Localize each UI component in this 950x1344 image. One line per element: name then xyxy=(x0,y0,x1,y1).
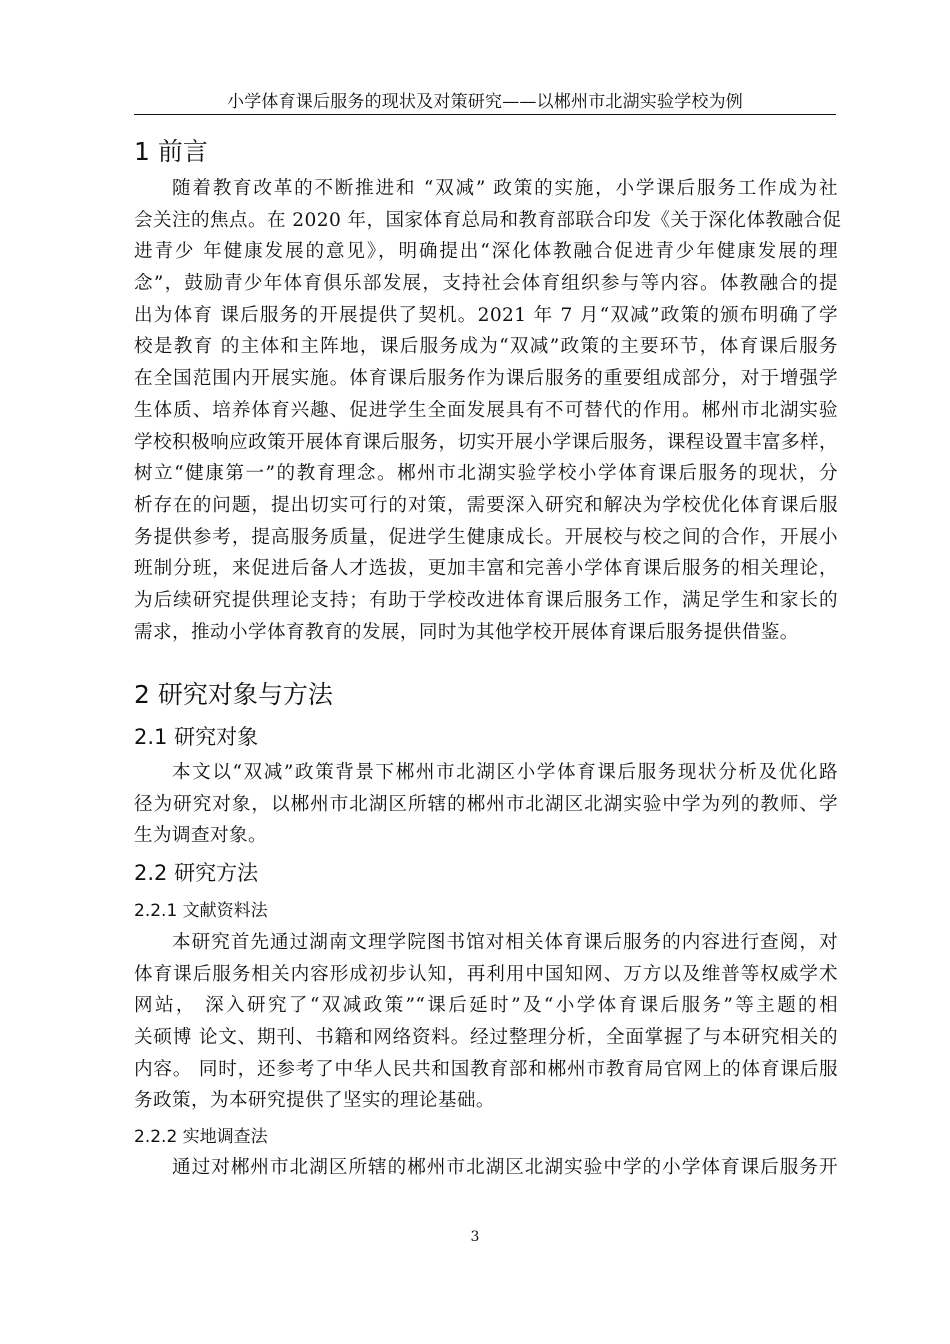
text-line: 学校积极响应政策开展体育课后服务，切实开展小学课后服务，课程设置丰富多样， xyxy=(134,431,838,453)
text-line: 径为研究对象，以郴州市北湖区所辖的郴州市北湖区北湖实验中学为列的教师、学 xyxy=(134,793,838,815)
text-line: 务提供参考，提高服务质量，促进学生健康成长。开展校与校之间的合作，开展小 xyxy=(134,526,838,548)
paragraph-introduction xyxy=(134,173,842,648)
text-line: 为后续研究提供理论支持；有助于学校改进体育课后服务工作，满足学生和家长的 xyxy=(134,589,838,611)
running-header: 小学体育课后服务的现状及对策研究——以郴州市北湖实验学校为例 xyxy=(227,92,743,112)
text-line: 生为调查对象。 xyxy=(134,825,267,847)
text-line: 析存在的问题，提出切实可行的对策，需要深入研究和解决为学校优化体育课后服 xyxy=(134,494,838,516)
heading-section-2: 2 研究对象与方法 xyxy=(134,680,333,709)
text-line: 出为体育 课后服务的开展提供了契机。2021 年 7 月“双减”政策的颁布明确了学 xyxy=(134,304,838,326)
paragraph-field-survey-method xyxy=(134,1152,838,1184)
text-line: 进青少 年健康发展的意见》，明确提出“深化体教融合促进青少年健康发展的理 xyxy=(134,241,838,263)
text-line: 随着教育改革的不断推进和 “双减” 政策的实施，小学课后服务工作成为社 xyxy=(172,178,838,199)
text-line: 关硕博 论文、期刊、书籍和网络资料。经过整理分析，全面掌握了与本研究相关的 xyxy=(134,1027,838,1049)
heading-section-1: 1 前言 xyxy=(134,137,208,166)
text-line: 念”，鼓励青少年体育俱乐部发展，支持社会体育组织参与等内容。体教融合的提 xyxy=(134,273,838,295)
paragraph-literature-method xyxy=(134,927,838,1117)
heading-section-2-2-2: 2.2.2 实地调查法 xyxy=(134,1127,268,1147)
text-line: 本研究首先通过湖南文理学院图书馆对相关体育课后服务的内容进行查阅，对 xyxy=(172,932,838,953)
text-line: 通过对郴州市北湖区所辖的郴州市北湖区北湖实验中学的小学体育课后服务开 xyxy=(172,1157,838,1178)
text-line: 在全国范围内开展实施。体育课后服务作为课后服务的重要组成部分，对于增强学 xyxy=(134,368,838,390)
text-line: 会关注的焦点。在 2020 年，国家体育总局和教育部联合印发《关于深化体教融合促 xyxy=(134,209,842,231)
text-line: 本文以“双减”政策背景下郴州市北湖区小学体育课后服务现状分析及优化路 xyxy=(172,762,838,783)
text-line: 树立“健康第一”的教育理念。郴州市北湖实验学校小学体育课后服务的现状，分 xyxy=(134,463,838,485)
text-line: 需求，推动小学体育教育的发展，同时为其他学校开展体育课后服务提供借鉴。 xyxy=(134,621,799,643)
text-line: 网站， 深入研究了“双减政策”“课后延时”及“小学体育课后服务”等主题的相 xyxy=(134,995,838,1017)
text-line: 内容。 同时，还参考了中华人民共和国教育部和郴州市教育局官网上的体育课后服 xyxy=(134,1058,838,1080)
paragraph-research-object xyxy=(134,757,838,852)
text-line: 体育课后服务相关内容形成初步认知，再利用中国知网、万方以及维普等权威学术 xyxy=(134,963,838,985)
text-line: 校是教育 的主体和主阵地，课后服务成为“双减”政策的主要环节，体育课后服务 xyxy=(134,336,838,358)
page-number: 3 xyxy=(470,1229,480,1245)
header-divider xyxy=(134,114,836,115)
text-line: 务政策，为本研究提供了坚实的理论基础。 xyxy=(134,1090,495,1112)
heading-section-2-2-1: 2.2.1 文献资料法 xyxy=(134,901,268,921)
heading-section-2-2: 2.2 研究方法 xyxy=(134,861,259,885)
text-line: 班制分班，来促进后备人才选拔，更加丰富和完善小学体育课后服务的相关理论， xyxy=(134,558,838,580)
heading-section-2-1: 2.1 研究对象 xyxy=(134,725,259,749)
text-line: 生体质、培养体育兴趣、促进学生全面发展具有不可替代的作用。郴州市北湖实验 xyxy=(134,399,838,421)
